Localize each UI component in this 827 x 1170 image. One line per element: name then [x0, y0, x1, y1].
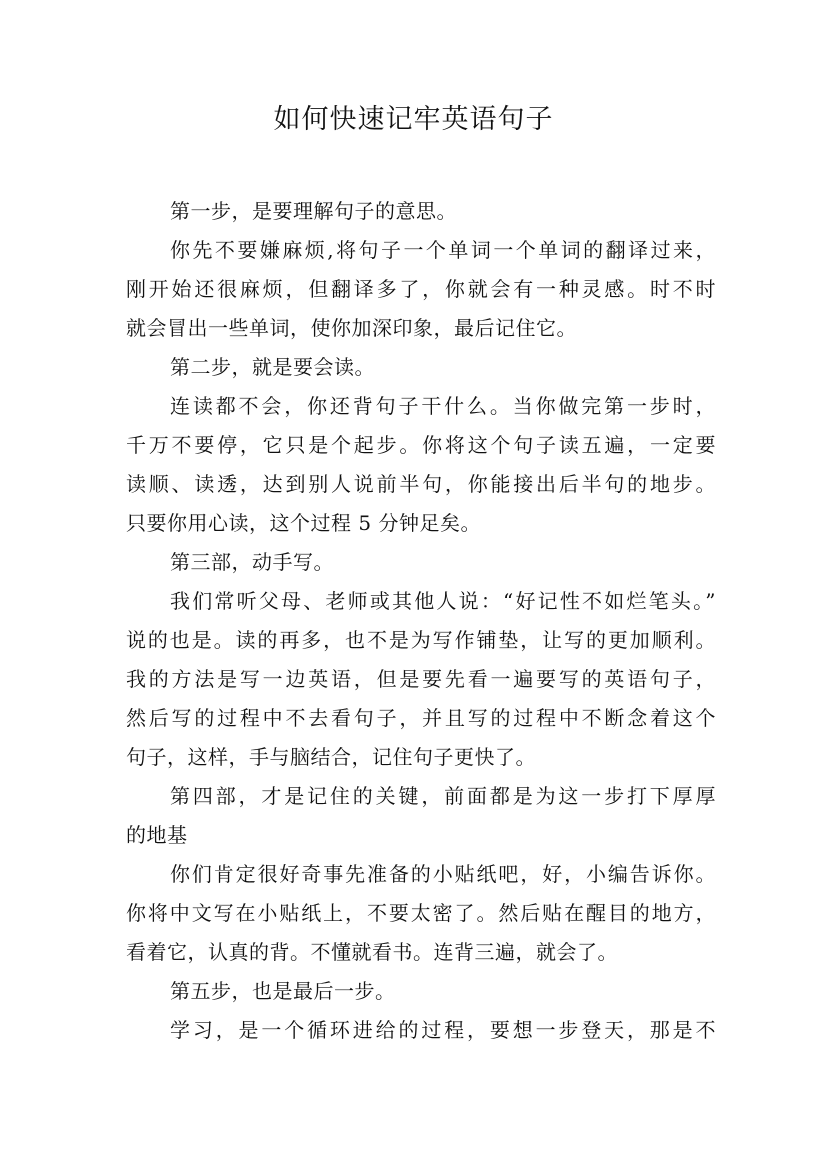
text-line: 我的方法是写一边英语，但是要先看一遍要写的英语句子， — [126, 667, 716, 691]
text-line: 只要你用心读，这个过程 5 分钟足矣。 — [126, 511, 481, 535]
text-line: 然后写的过程中不去看句子，并且写的过程中不断念着这个 — [126, 706, 716, 730]
text-line: 你先不要嫌麻烦,将句子一个单词一个单词的翻译过来， — [170, 238, 716, 262]
text-line: 句子，这样，手与脑结合，记住句子更快了。 — [126, 745, 536, 769]
text-line: 就会冒出一些单词，使你加深印象，最后记住它。 — [126, 316, 577, 340]
text-line: 第二步，就是要会读。 — [170, 355, 375, 379]
text-line: 第四部，才是记住的关键，前面都是为这一步打下厚厚 — [170, 784, 716, 808]
text-line: 学习，是一个循环进给的过程，要想一步登天，那是不 — [170, 1018, 716, 1042]
text-line: 连读都不会，你还背句子干什么。当你做完第一步时， — [170, 394, 716, 418]
text-line: 你将中文写在小贴纸上，不要太密了。然后贴在醒目的地方， — [126, 901, 716, 925]
text-line: 看着它，认真的背。不懂就看书。连背三遍，就会了。 — [126, 940, 618, 964]
text-line: 第一步，是要理解句子的意思。 — [170, 199, 457, 223]
document-title: 如何快速记牢英语句子 — [273, 104, 554, 135]
text-line: 说的也是。读的再多，也不是为写作铺垫，让写的更加顺利。 — [126, 628, 716, 652]
text-line: 第五步，也是最后一步。 — [170, 979, 396, 1003]
document-body — [126, 192, 716, 1050]
text-line: 的地基 — [126, 823, 188, 847]
text-line: 刚开始还很麻烦，但翻译多了，你就会有一种灵感。时不时 — [126, 277, 716, 301]
text-line: 你们肯定很好奇事先准备的小贴纸吧，好，小编告诉你。 — [170, 862, 716, 886]
text-line: 读顺、读透，达到别人说前半句，你能接出后半句的地步。 — [126, 472, 716, 496]
text-line: 我们常听父母、老师或其他人说：“好记性不如烂笔头。” — [170, 589, 716, 613]
text-line: 第三部，动手写。 — [170, 550, 334, 574]
text-line: 千万不要停，它只是个起步。你将这个句子读五遍，一定要 — [126, 433, 716, 457]
